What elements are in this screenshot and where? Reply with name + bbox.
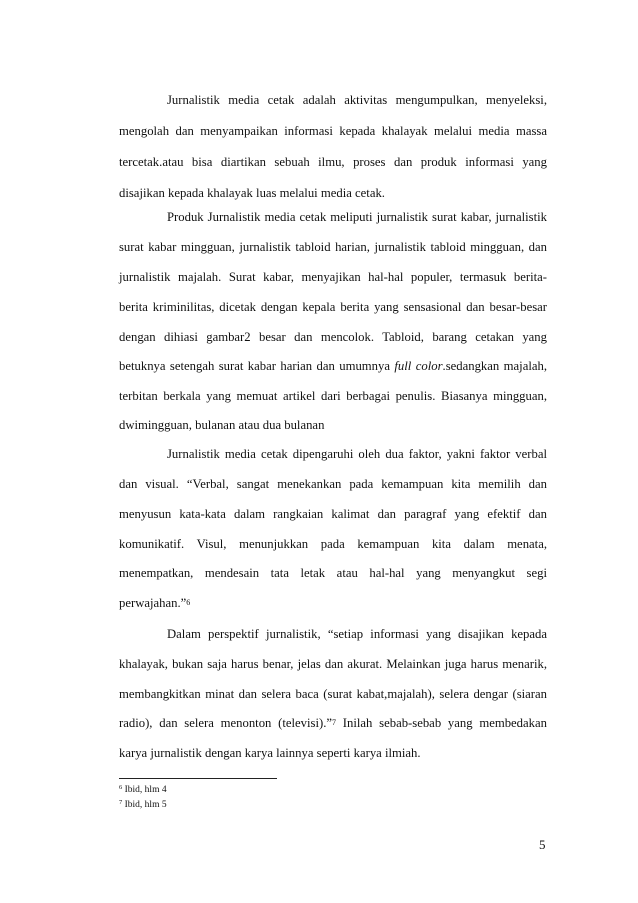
text-line: dan visual. “Verbal, sangat menekankan pada kemampuan kita memilih dan <box>119 477 547 491</box>
footnote-ref[interactable]: 7 <box>332 718 337 727</box>
text-line: surat kabar mingguan, jurnalistik tabloid harian, jurnalistik tabloid mingguan, dan <box>119 240 547 254</box>
text-line: Produk Jurnalistik media cetak meliputi jurnalistik surat kabar, jurnalistik <box>167 210 547 224</box>
footnote-ref[interactable]: 6 <box>186 598 191 607</box>
text-line: jurnalistik majalah. Surat kabar, menyajikan hal-hal populer, termasuk berita- <box>119 270 547 284</box>
footnote-text: Ibid, hlm 5 <box>122 800 167 810</box>
footnote-number: 6 <box>119 784 123 791</box>
text-run: betuknya setengah surat kabar harian dan umumnya <box>119 359 395 373</box>
text-line: berita kriminilitas, dicetak dengan kepala berita yang sensasional dan besar-besar <box>119 300 547 314</box>
footnote-number: 7 <box>119 799 123 806</box>
footnote-separator <box>119 778 277 779</box>
italic-term: full color <box>394 359 443 373</box>
text-line <box>119 596 547 611</box>
text-line <box>119 716 547 731</box>
text-line: Jurnalistik media cetak adalah aktivitas mengumpulkan, menyeleksi, <box>167 93 547 107</box>
text-line: Jurnalistik media cetak dipengaruhi oleh dua faktor, yakni faktor verbal <box>167 447 547 461</box>
text-run: Inilah sebab-sebab yang membedakan <box>336 716 547 730</box>
footnote <box>119 784 167 796</box>
text-line <box>119 359 547 374</box>
text-line: menyusun kata-kata dalam rangkaian kalimat dan paragraf yang efektif dan <box>119 507 547 521</box>
text-run: perwajahan.” <box>119 596 187 610</box>
footnote-text: Ibid, hlm 4 <box>122 785 167 795</box>
footnote <box>119 799 167 811</box>
text-line: disajikan kepada khalayak luas melalui media cetak. <box>119 186 385 200</box>
text-line: membangkitkan minat dan selera baca (surat kabat,majalah), selera dengar (siaran <box>119 687 547 701</box>
text-line: terbitan berkala yang memuat artikel dari berbagai penulis. Biasanya mingguan, <box>119 389 547 403</box>
text-line: dengan dihiasi gambar2 besar dan mencolok. Tabloid, barang cetakan yang <box>119 330 547 344</box>
page-number: 5 <box>539 837 546 852</box>
text-line: menempatkan, mendesain tata letak atau hal-hal yang menyangkut segi <box>119 566 547 580</box>
text-line: karya jurnalistik dengan karya lainnya seperti karya ilmiah. <box>119 746 421 760</box>
text-line: komunikatif. Visul, menunjukkan pada kemampuan kita dalam menata, <box>119 537 547 551</box>
text-line: mengolah dan menyampaikan informasi kepada khalayak melalui media massa <box>119 124 547 138</box>
text-line: tercetak.atau bisa diartikan sebuah ilmu, proses dan produk informasi yang <box>119 155 547 169</box>
text-line: Dalam perspektif jurnalistik, “setiap informasi yang disajikan kepada <box>167 627 547 641</box>
text-run: radio), dan selera menonton (televisi).” <box>119 716 333 730</box>
text-line: khalayak, bukan saja harus benar, jelas dan akurat. Melainkan juga harus menarik, <box>119 657 547 671</box>
text-run: .sedangkan majalah, <box>442 359 547 373</box>
text-line: dwimingguan, bulanan atau dua bulanan <box>119 418 325 432</box>
